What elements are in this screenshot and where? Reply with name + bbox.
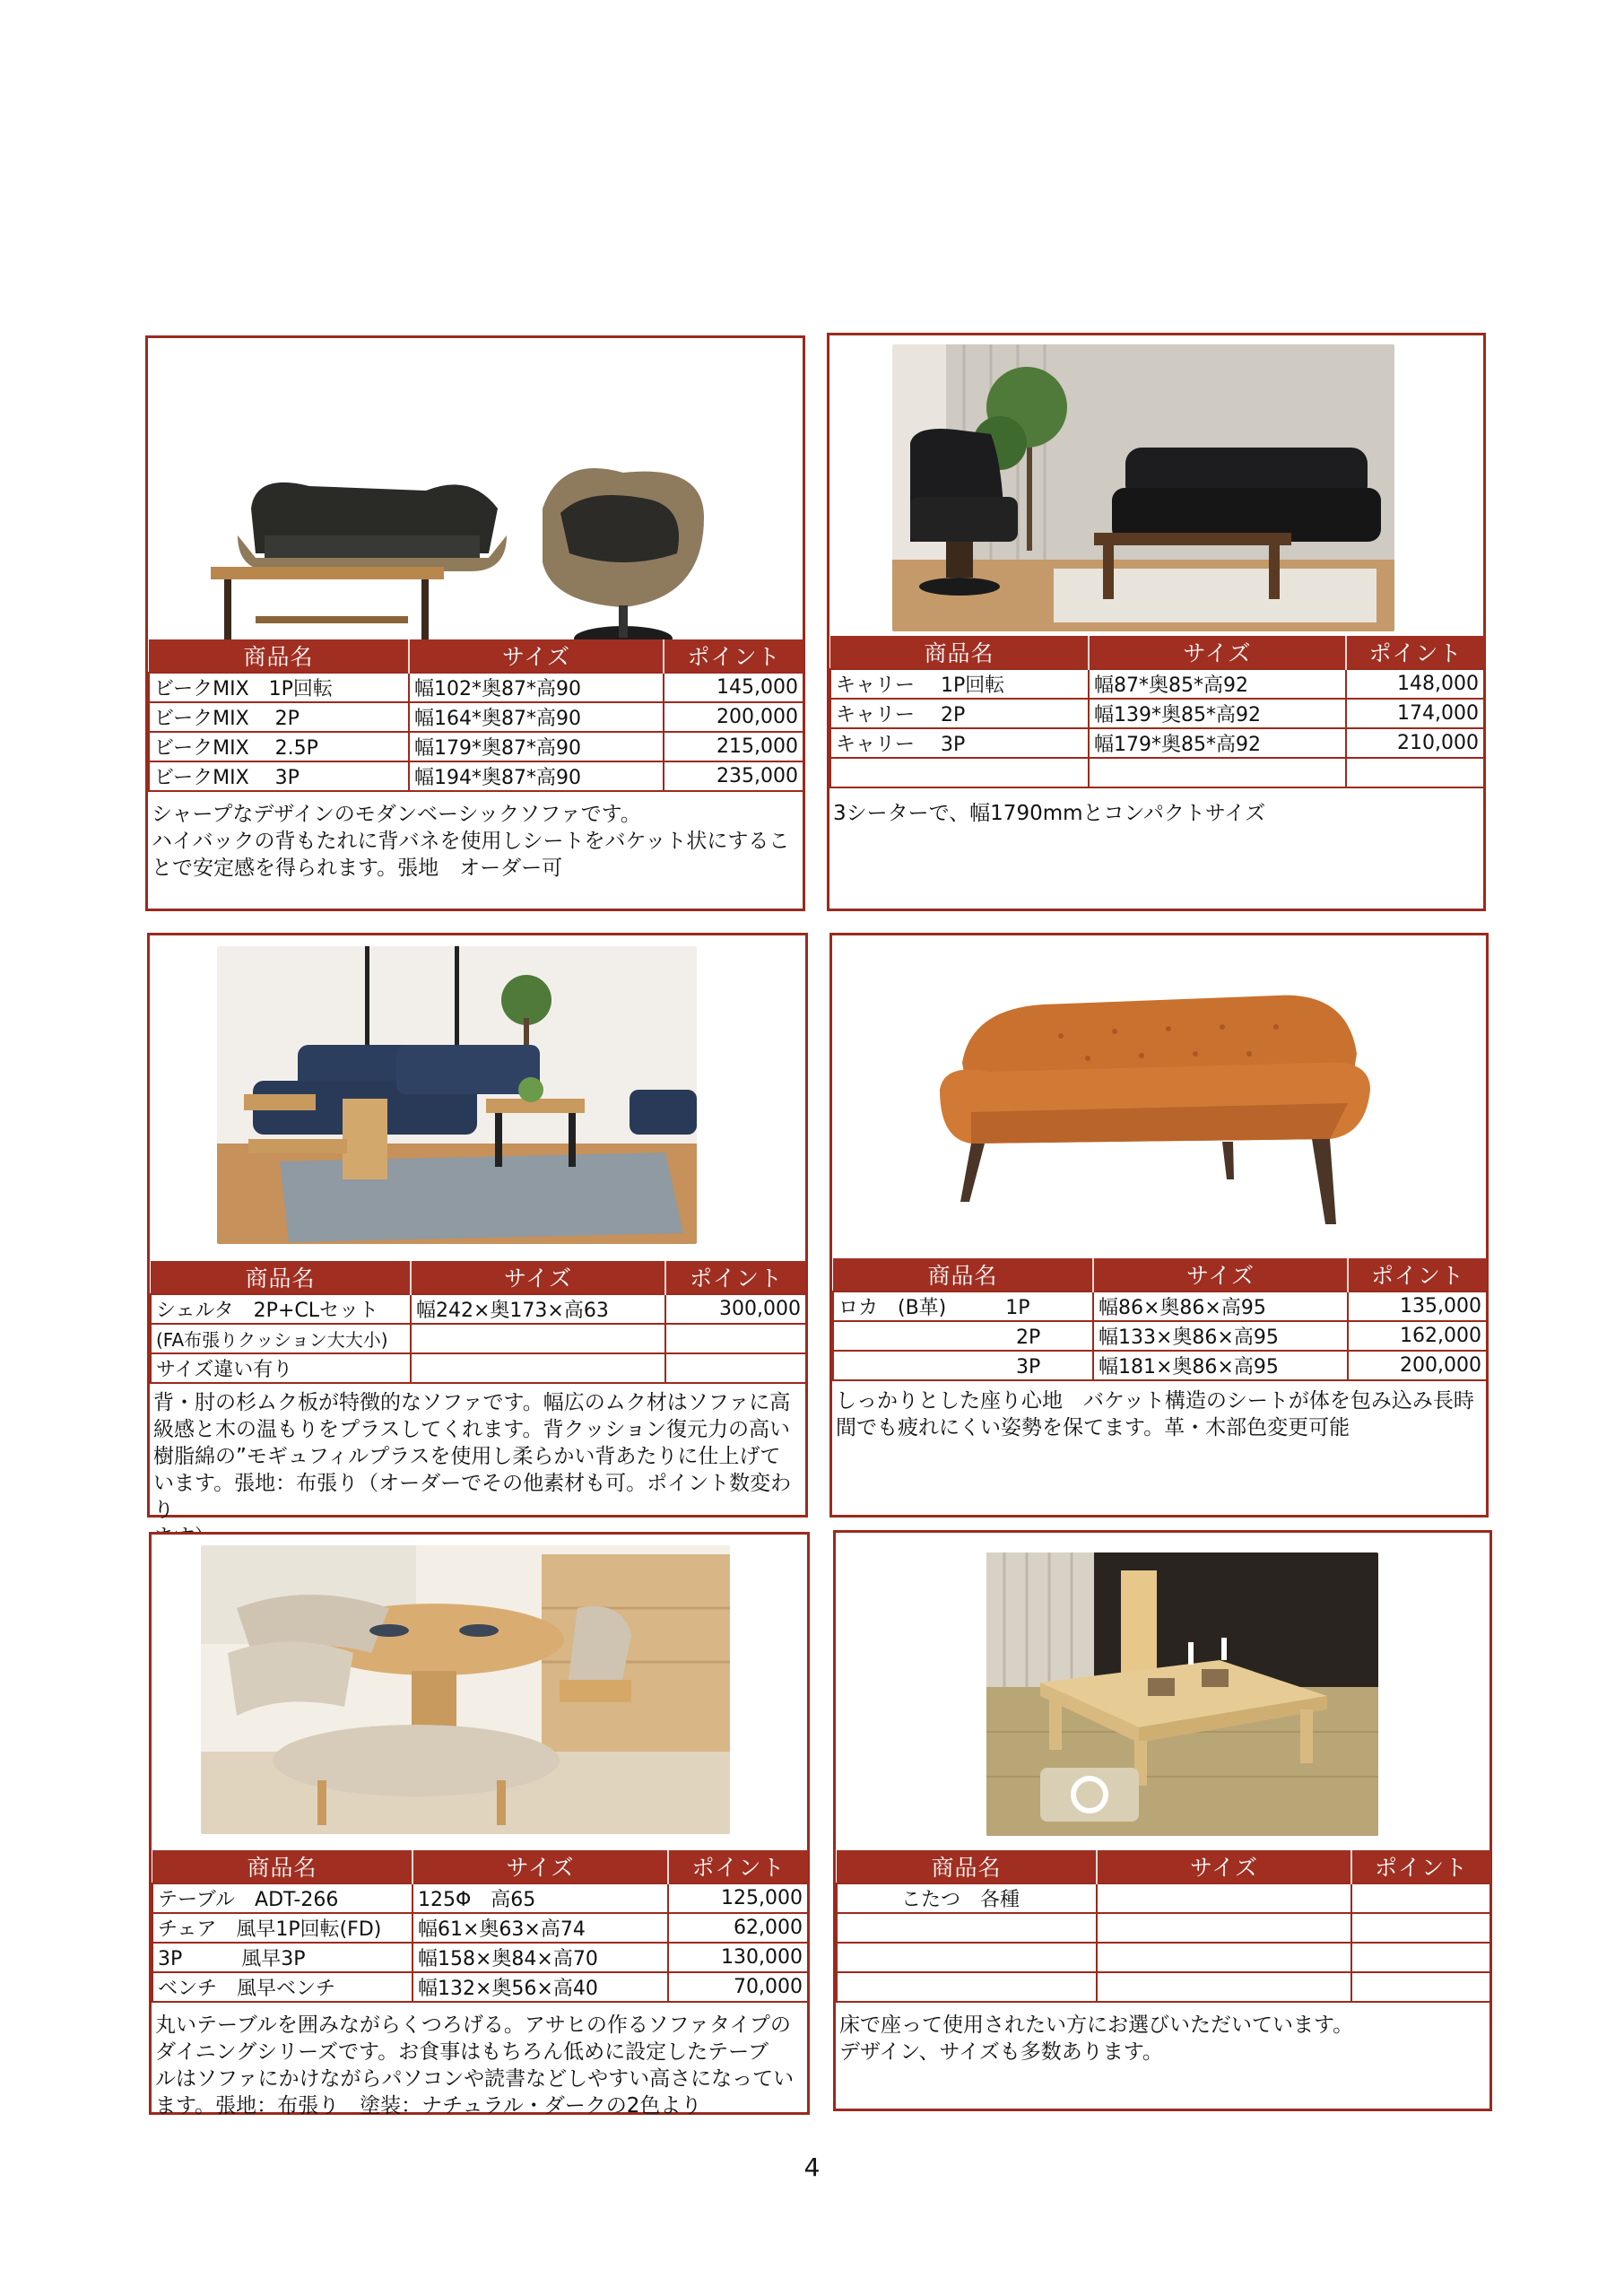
- description-line: シャープなデザインのモダンベーシックソファです。: [152, 803, 641, 826]
- header-size: サイズ: [1093, 1258, 1348, 1292]
- header-point: ポイント: [1351, 1850, 1490, 1883]
- product-description: [150, 1389, 805, 1551]
- size-cell: 幅87*奥85*高92: [1089, 669, 1346, 699]
- description-line: 3シーターで、幅1790mmとコンパクトサイズ: [833, 802, 1266, 825]
- table-row: [833, 1292, 1487, 1321]
- product-name-cell: ビークMIX 3P: [149, 761, 409, 791]
- header-name: 商品名: [149, 639, 409, 673]
- product-name-cell: ビークMIX 1P回転: [149, 673, 409, 702]
- table-row: [152, 1972, 808, 2002]
- size-cell: 幅132×奥56×高40: [413, 1972, 668, 2002]
- product-name-cell: [837, 1972, 1097, 2002]
- description-line: ルはソファにかけながらパソコンや読書などしやすい高さになってい: [155, 2067, 795, 2091]
- product-description: [836, 2012, 1489, 2066]
- product-photo-kazahaya: [201, 1545, 730, 1834]
- description-line: 樹脂綿の”モギュフィルプラスを使用し柔らかい背あたりに仕上げて: [153, 1445, 781, 1468]
- point-cell: 235,000: [664, 761, 803, 791]
- product-name-cell: [837, 1913, 1097, 1943]
- point-cell: 162,000: [1348, 1321, 1487, 1351]
- product-description: [148, 801, 803, 882]
- size-cell: 幅102*奥87*高90: [409, 673, 664, 702]
- size-cell: 幅194*奥87*高90: [409, 761, 664, 791]
- size-cell: [1089, 758, 1346, 787]
- header-name: 商品名: [151, 1261, 411, 1294]
- table-row: [151, 1353, 806, 1383]
- product-card-kotatsu: [833, 1530, 1492, 2111]
- size-cell: 幅61×奥63×高74: [413, 1913, 668, 1943]
- size-cell: [1097, 1943, 1351, 1972]
- table-row: [837, 1972, 1490, 2002]
- point-cell: 215,000: [664, 732, 803, 761]
- product-name-cell: サイズ違い有り: [151, 1353, 411, 1383]
- point-cell: 130,000: [668, 1943, 808, 1972]
- product-name-cell: [830, 758, 1089, 787]
- product-name-cell: ビークMIX 2P: [149, 702, 409, 732]
- description-line: ダイニングシリーズです。お食事はもちろん低めに設定したテーブ: [155, 2040, 769, 2064]
- spec-table: [829, 636, 1485, 788]
- table-row: [830, 728, 1484, 758]
- point-cell: [665, 1353, 806, 1383]
- header-size: サイズ: [413, 1850, 668, 1883]
- product-name-cell: 3P 風早3P: [152, 1943, 413, 1972]
- point-cell: 70,000: [668, 1972, 808, 2002]
- point-cell: [1346, 758, 1484, 787]
- table-row: [837, 1913, 1490, 1943]
- product-name-cell: こたつ 各種: [837, 1883, 1097, 1913]
- description-line: ます。張地：布張り 塗装：ナチュラル・ダークの2色より: [155, 2094, 702, 2118]
- product-photo-kotatsu: [986, 1552, 1378, 1836]
- description-line: 床で座って使用されたい方にお選びいただいています。: [839, 2013, 1354, 2037]
- size-cell: 幅179*奥87*高90: [409, 732, 664, 761]
- description-line: 間でも疲れにくい姿勢を保てます。革・木部色変更可能: [836, 1416, 1350, 1439]
- point-cell: [665, 1324, 806, 1353]
- header-point: ポイント: [1346, 636, 1484, 669]
- table-row: [833, 1351, 1487, 1380]
- description-line: います。張地：布張り（オーダーでその他素材も可。ポイント数変わり: [153, 1472, 792, 1522]
- point-cell: [1351, 1943, 1490, 1972]
- page-number: 4: [803, 2152, 821, 2182]
- table-row: [152, 1913, 808, 1943]
- header-point: ポイント: [668, 1850, 808, 1883]
- product-photo-roca: [935, 955, 1375, 1242]
- product-card-carry: [827, 333, 1486, 911]
- size-cell: [1097, 1913, 1351, 1943]
- size-cell: 幅181×奥86×高95: [1093, 1351, 1348, 1380]
- product-card-shelta: [147, 933, 808, 1522]
- size-cell: [1097, 1883, 1351, 1913]
- table-row: [837, 1943, 1490, 1972]
- point-cell: [1351, 1972, 1490, 2002]
- size-cell: 幅133×奥86×高95: [1093, 1321, 1348, 1351]
- header-name: 商品名: [833, 1258, 1093, 1292]
- size-cell: 幅179*奥85*高92: [1089, 728, 1346, 758]
- size-cell: 幅242×奥173×高63: [411, 1294, 665, 1324]
- spec-table: [832, 1258, 1488, 1381]
- product-card-roca: [829, 933, 1489, 1518]
- size-cell: [411, 1353, 665, 1383]
- description-line: しっかりとした座り心地 バケット構造のシートが体を包み込み長時: [836, 1389, 1474, 1413]
- table-row: [149, 673, 803, 702]
- product-name-cell: ベンチ 風早ベンチ: [152, 1972, 413, 2002]
- header-point: ポイント: [665, 1261, 806, 1294]
- header-name: 商品名: [152, 1850, 413, 1883]
- table-row: [151, 1294, 806, 1324]
- product-name-cell: 2P: [833, 1321, 1093, 1351]
- header-size: サイズ: [409, 639, 664, 673]
- product-description: [152, 2012, 807, 2119]
- table-row: [837, 1883, 1490, 1913]
- description-line: 背・肘の杉ムク板が特徴的なソファです。幅広のムク材はソファに高: [153, 1391, 791, 1414]
- spec-table: [148, 639, 804, 792]
- table-row: [151, 1324, 806, 1353]
- point-cell: 145,000: [664, 673, 803, 702]
- product-name-cell: (FA布張りクッション大大小): [151, 1324, 411, 1353]
- point-cell: 125,000: [668, 1883, 808, 1913]
- product-description: [829, 800, 1483, 827]
- product-name-cell: キャリー 1P回転: [830, 669, 1089, 699]
- description-line: デザイン、サイズも多数あります。: [839, 2040, 1163, 2064]
- point-cell: 62,000: [668, 1913, 808, 1943]
- product-card-beak-mix: [145, 335, 805, 911]
- point-cell: 148,000: [1346, 669, 1484, 699]
- table-row: [149, 702, 803, 732]
- product-name-cell: キャリー 3P: [830, 728, 1089, 758]
- table-row: [830, 669, 1484, 699]
- description-line: 丸いテーブルを囲みながらくつろげる。アサヒの作るソファタイプの: [155, 2013, 791, 2037]
- table-row: [152, 1883, 808, 1913]
- product-name-cell: 3P: [833, 1351, 1093, 1380]
- table-row: [149, 761, 803, 791]
- point-cell: [1351, 1883, 1490, 1913]
- point-cell: 174,000: [1346, 699, 1484, 728]
- product-photo-carry: [892, 344, 1394, 631]
- product-name-cell: シェルタ 2P+CLセット: [151, 1294, 411, 1324]
- header-size: サイズ: [411, 1261, 665, 1294]
- spec-table: [836, 1850, 1491, 2003]
- product-photo-beak-mix: [202, 401, 722, 661]
- size-cell: 125Φ 高65: [413, 1883, 668, 1913]
- header-point: ポイント: [1348, 1258, 1487, 1292]
- product-name-cell: ビークMIX 2.5P: [149, 732, 409, 761]
- header-size: サイズ: [1097, 1850, 1351, 1883]
- point-cell: 135,000: [1348, 1292, 1487, 1321]
- product-name-cell: ロカ (B革) 1P: [833, 1292, 1093, 1321]
- size-cell: 幅86×奥86×高95: [1093, 1292, 1348, 1321]
- description-line: とで安定感を得られます。張地 オーダー可: [152, 857, 563, 880]
- point-cell: 200,000: [1348, 1351, 1487, 1380]
- size-cell: [411, 1324, 665, 1353]
- point-cell: [1351, 1913, 1490, 1943]
- description-line: 級感と木の温もりをプラスしてくれます。背クッション復元力の高い: [153, 1418, 791, 1441]
- product-description: [832, 1387, 1486, 1441]
- product-photo-shelta: [217, 946, 697, 1244]
- table-row: [833, 1321, 1487, 1351]
- table-row: [152, 1943, 808, 1972]
- table-row: [830, 699, 1484, 728]
- product-name-cell: テーブル ADT-266: [152, 1883, 413, 1913]
- product-name-cell: キャリー 2P: [830, 699, 1089, 728]
- product-card-kazahaya: [149, 1532, 810, 2118]
- header-point: ポイント: [664, 639, 803, 673]
- header-name: 商品名: [830, 636, 1089, 669]
- size-cell: [1097, 1972, 1351, 2002]
- description-line: ハイバックの背もたれに背バネを使用しシートをバケット状にするこ: [152, 830, 790, 853]
- point-cell: 210,000: [1346, 728, 1484, 758]
- size-cell: 幅139*奥85*高92: [1089, 699, 1346, 728]
- size-cell: 幅164*奥87*高90: [409, 702, 664, 732]
- point-cell: 300,000: [665, 1294, 806, 1324]
- header-size: サイズ: [1089, 636, 1346, 669]
- point-cell: 200,000: [664, 702, 803, 732]
- table-row: [149, 732, 803, 761]
- product-name-cell: チェア 風早1P回転(FD): [152, 1913, 413, 1943]
- table-row: [830, 758, 1484, 787]
- product-name-cell: [837, 1943, 1097, 1972]
- spec-table: [152, 1850, 809, 2003]
- header-name: 商品名: [837, 1850, 1097, 1883]
- spec-table: [150, 1261, 807, 1384]
- size-cell: 幅158×奥84×高70: [413, 1943, 668, 1972]
